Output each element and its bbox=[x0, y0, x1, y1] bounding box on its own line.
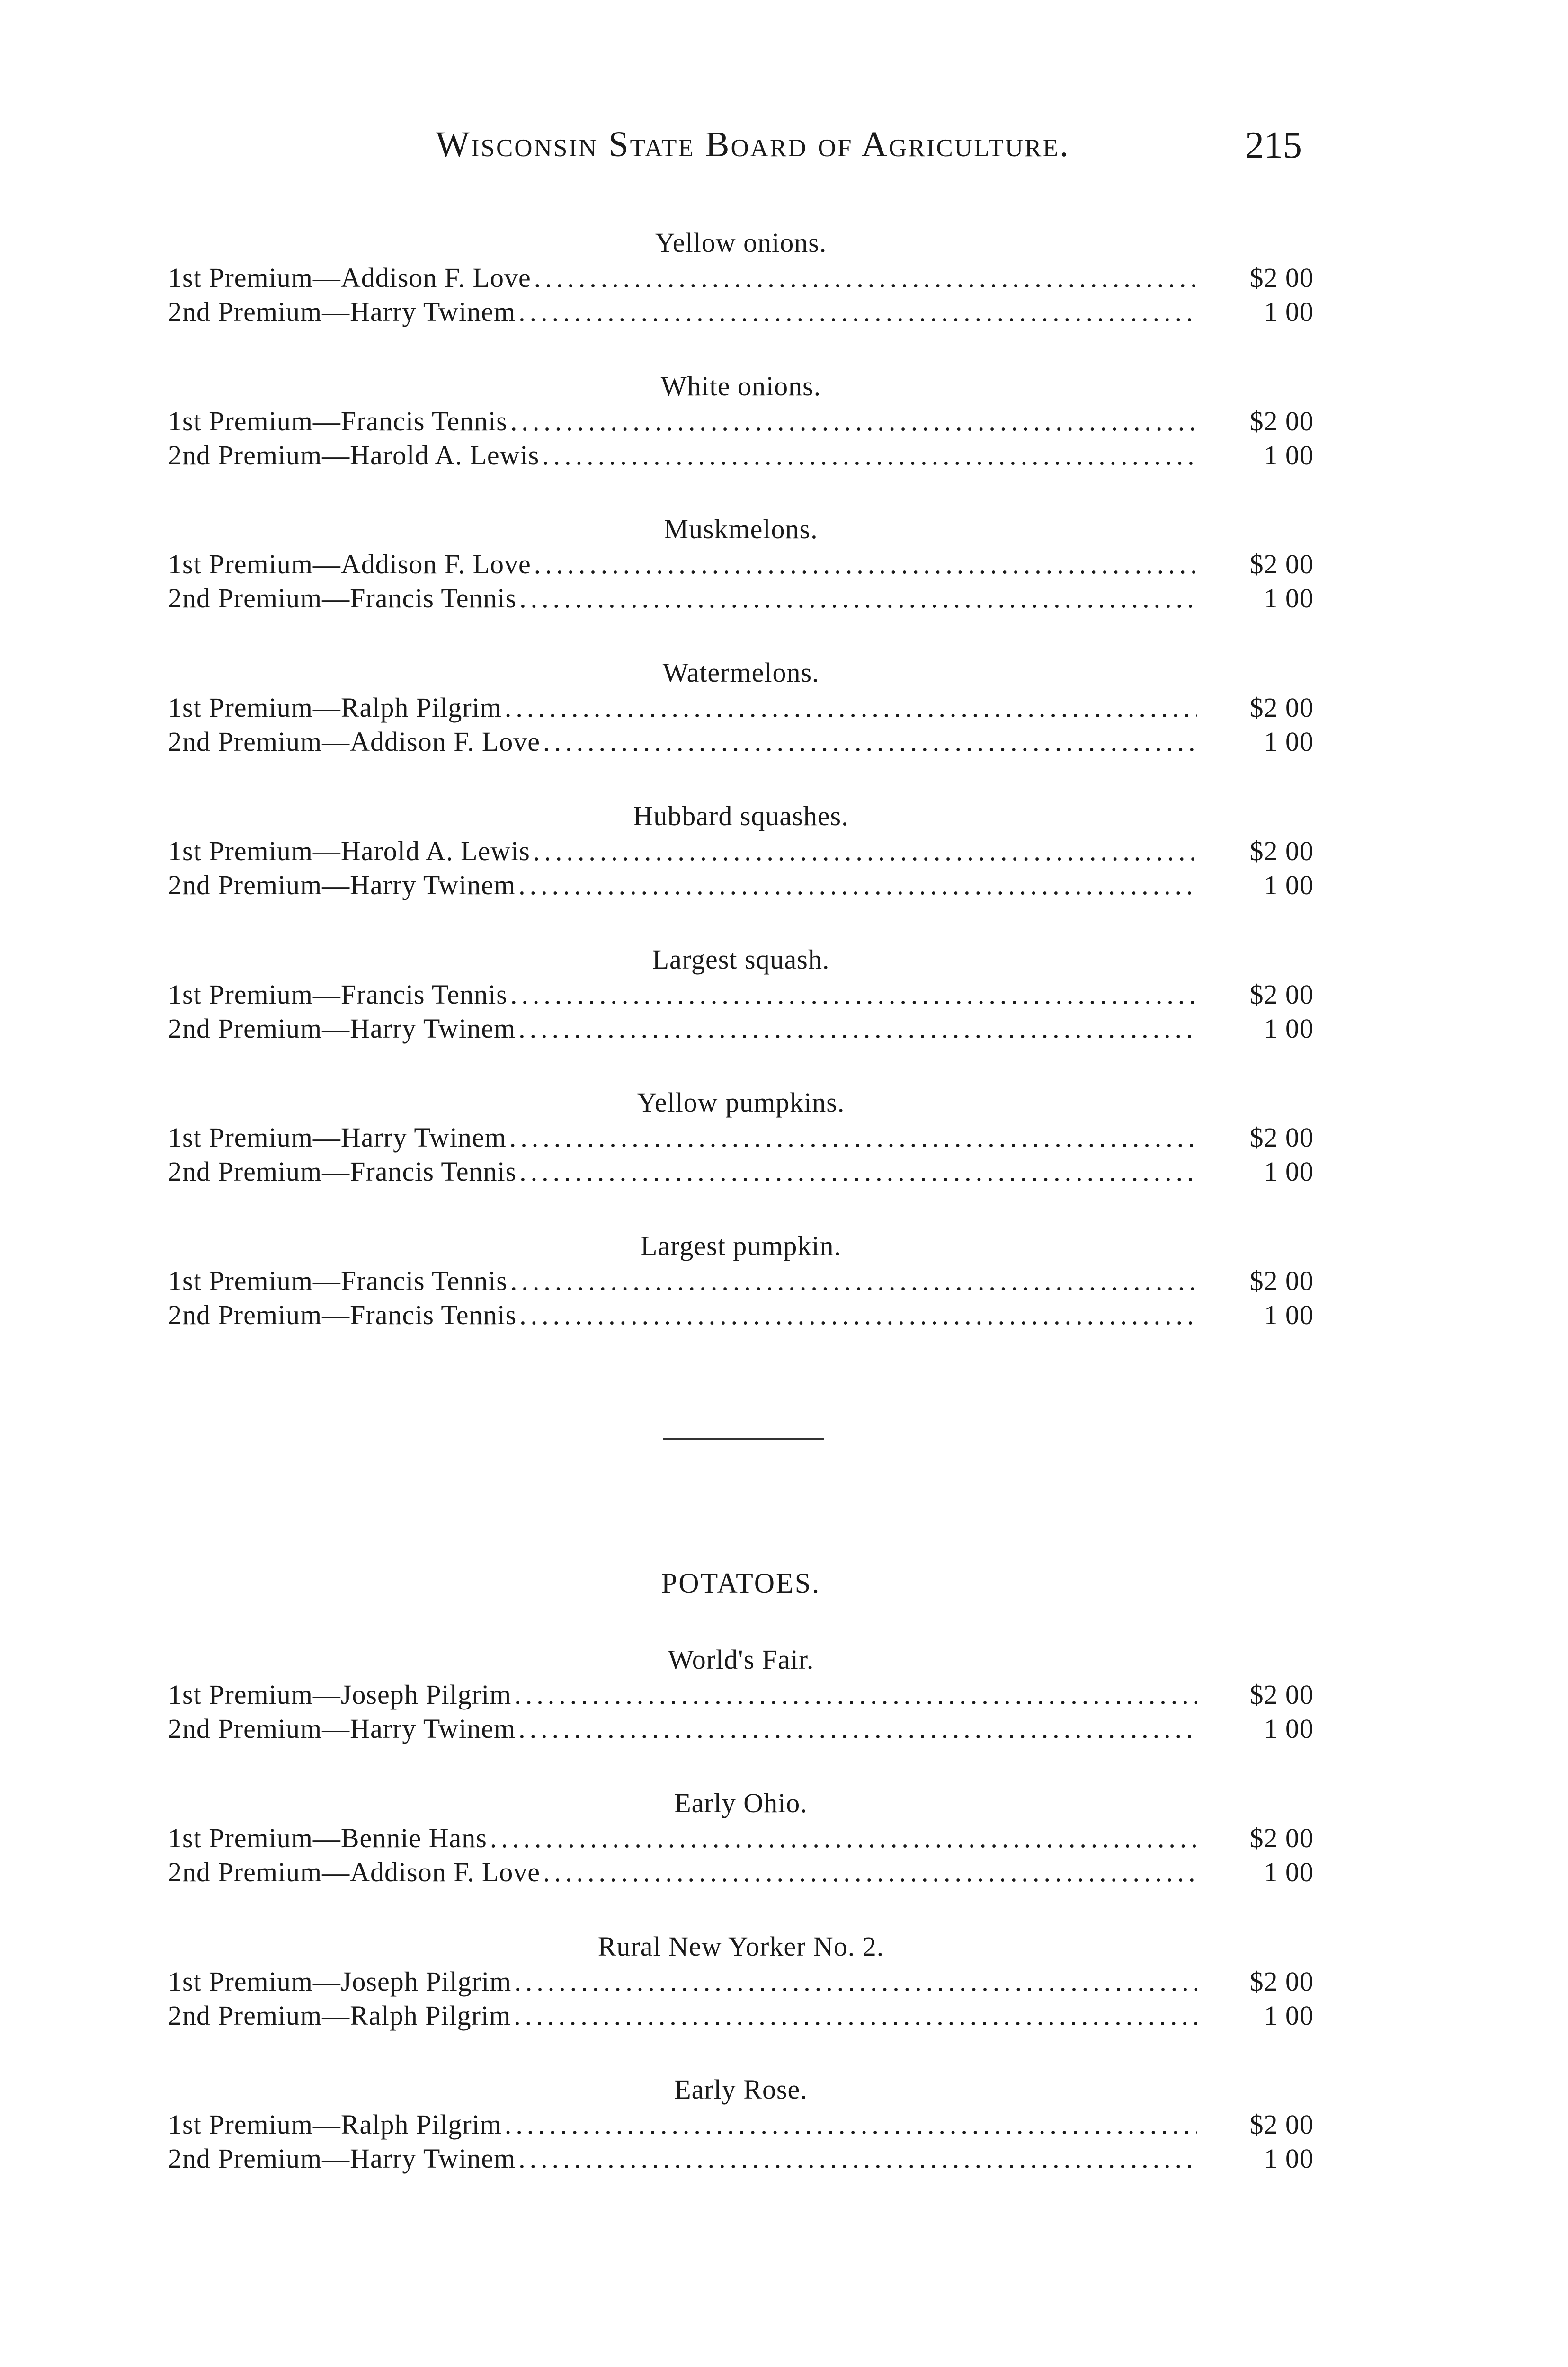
leader-dots bbox=[533, 834, 1197, 868]
entrant: Premium—Ralph Pilgrim bbox=[209, 692, 502, 723]
premium-row bbox=[168, 438, 1314, 472]
category-title: White onions. bbox=[660, 371, 821, 401]
premium-amount: 1 00 bbox=[1264, 870, 1314, 900]
place: 1st bbox=[168, 406, 202, 436]
leader-dots bbox=[543, 1855, 1197, 1889]
leader-dots bbox=[519, 581, 1197, 615]
premium-amount: 1 00 bbox=[1264, 1713, 1314, 1744]
leader-dots bbox=[542, 438, 1197, 472]
category-largest-pumpkin bbox=[168, 1228, 1314, 1332]
entrant: Premium—Francis Tennis bbox=[209, 1265, 508, 1296]
leader-dots bbox=[510, 978, 1197, 1012]
premium-amount: $2 00 bbox=[1249, 1966, 1314, 1997]
category-yellow-pumpkins bbox=[168, 1085, 1314, 1189]
premium-row bbox=[168, 691, 1314, 725]
leader-dots bbox=[514, 1999, 1197, 2033]
leader-dots bbox=[509, 1121, 1197, 1155]
place: 1st bbox=[168, 1265, 202, 1296]
premium-amount: 1 00 bbox=[1264, 1299, 1314, 1330]
entrant: Premium—Addison F. Love bbox=[218, 726, 541, 757]
premium-row bbox=[168, 868, 1314, 902]
running-head: Wisconsin State Board of Agriculture. bbox=[436, 125, 1070, 164]
page-number: 215 bbox=[1245, 125, 1302, 166]
category-watermelons bbox=[168, 655, 1314, 759]
category-title: Yellow pumpkins. bbox=[637, 1087, 845, 1118]
premium-label bbox=[168, 547, 531, 581]
entrant: Premium—Francis Tennis bbox=[209, 406, 508, 436]
entrant: Premium—Harold A. Lewis bbox=[209, 836, 530, 866]
premium-amount: 1 00 bbox=[1264, 1156, 1314, 1187]
entrant: Premium—Ralph Pilgrim bbox=[218, 2000, 511, 2031]
category-title: Watermelons. bbox=[662, 657, 820, 688]
place: 2nd bbox=[168, 1156, 211, 1187]
entrant: Premium—Addison F. Love bbox=[209, 549, 531, 579]
premium-label bbox=[168, 691, 502, 725]
premium-label bbox=[168, 1121, 507, 1155]
category-yellow-onions bbox=[168, 225, 1314, 329]
place: 2nd bbox=[168, 1857, 211, 1887]
premium-row bbox=[168, 978, 1314, 1012]
entrant: Premium—Harold A. Lewis bbox=[218, 440, 540, 471]
leader-dots bbox=[519, 1155, 1197, 1189]
premium-label bbox=[168, 404, 508, 438]
premium-row bbox=[168, 1855, 1314, 1889]
category-early-ohio bbox=[168, 1785, 1314, 1889]
place: 2nd bbox=[168, 296, 211, 327]
premium-amount: $2 00 bbox=[1249, 1265, 1314, 1296]
place: 1st bbox=[168, 979, 202, 1010]
premium-row bbox=[168, 2142, 1314, 2176]
premium-label bbox=[168, 1264, 508, 1298]
entrant: Premium—Addison F. Love bbox=[209, 262, 531, 293]
place: 2nd bbox=[168, 2143, 211, 2174]
place: 2nd bbox=[168, 2000, 211, 2031]
premium-amount: $2 00 bbox=[1249, 549, 1314, 579]
leader-dots bbox=[518, 868, 1197, 902]
category-title: Largest squash. bbox=[652, 944, 830, 975]
place: 2nd bbox=[168, 1713, 211, 1744]
leader-dots bbox=[505, 691, 1197, 725]
entrant: Premium—Ralph Pilgrim bbox=[209, 2109, 502, 2140]
premium-row bbox=[168, 1999, 1314, 2033]
premium-amount: 1 00 bbox=[1264, 2143, 1314, 2174]
leader-dots bbox=[543, 725, 1197, 759]
premium-label bbox=[168, 2142, 516, 2176]
premium-row bbox=[168, 1965, 1314, 1999]
premium-amount: 1 00 bbox=[1264, 1013, 1314, 1044]
premium-label bbox=[168, 1965, 511, 1999]
premium-label bbox=[168, 1855, 540, 1889]
premium-amount: 1 00 bbox=[1264, 583, 1314, 614]
entrant: Premium—Harry Twinem bbox=[218, 1713, 516, 1744]
leader-dots bbox=[534, 547, 1197, 581]
category-hubbard-squashes bbox=[168, 798, 1314, 902]
leader-dots bbox=[490, 1821, 1197, 1855]
entrant: Premium—Harry Twinem bbox=[218, 296, 516, 327]
premium-label bbox=[168, 1712, 516, 1746]
premium-amount: $2 00 bbox=[1249, 1122, 1314, 1153]
category-title: World's Fair. bbox=[668, 1644, 814, 1675]
place: 2nd bbox=[168, 1013, 211, 1044]
leader-dots bbox=[518, 295, 1197, 329]
premium-row bbox=[168, 1121, 1314, 1155]
premium-row bbox=[168, 261, 1314, 295]
premium-row bbox=[168, 1012, 1314, 1046]
category-title: Muskmelons. bbox=[664, 514, 818, 544]
premium-row bbox=[168, 581, 1314, 615]
entrant: Premium—Harry Twinem bbox=[218, 1013, 516, 1044]
premium-amount: 1 00 bbox=[1264, 440, 1314, 471]
premium-label bbox=[168, 581, 517, 615]
place: 1st bbox=[168, 692, 202, 723]
place: 1st bbox=[168, 1823, 202, 1853]
category-rural-new-yorker bbox=[168, 1929, 1314, 2033]
category-early-rose bbox=[168, 2072, 1314, 2176]
section-divider bbox=[663, 1438, 824, 1440]
premium-amount: $2 00 bbox=[1249, 692, 1314, 723]
premium-label bbox=[168, 2108, 502, 2142]
premium-amount: 1 00 bbox=[1264, 296, 1314, 327]
entrant: Premium—Harry Twinem bbox=[218, 870, 516, 900]
place: 2nd bbox=[168, 870, 211, 900]
premium-label bbox=[168, 1678, 511, 1712]
premium-row bbox=[168, 1712, 1314, 1746]
entrant: Premium—Francis Tennis bbox=[218, 583, 517, 614]
place: 1st bbox=[168, 549, 202, 579]
leader-dots bbox=[519, 1298, 1197, 1332]
premium-label bbox=[168, 1155, 517, 1189]
entrant: Premium—Francis Tennis bbox=[218, 1299, 517, 1330]
premium-amount: 1 00 bbox=[1264, 1857, 1314, 1887]
category-largest-squash bbox=[168, 942, 1314, 1046]
premium-row bbox=[168, 1678, 1314, 1712]
place: 2nd bbox=[168, 1299, 211, 1330]
leader-dots bbox=[514, 1965, 1197, 1999]
place: 1st bbox=[168, 2109, 202, 2140]
premium-label bbox=[168, 1821, 487, 1855]
premium-row bbox=[168, 2108, 1314, 2142]
place: 1st bbox=[168, 1966, 202, 1997]
leader-dots bbox=[510, 404, 1197, 438]
premium-amount: $2 00 bbox=[1249, 406, 1314, 436]
entrant: Premium—Bennie Hans bbox=[209, 1823, 487, 1853]
premium-row bbox=[168, 1155, 1314, 1189]
category-title: Rural New Yorker No. 2. bbox=[597, 1931, 884, 1962]
premium-amount: $2 00 bbox=[1249, 1679, 1314, 1710]
premium-row bbox=[168, 547, 1314, 581]
premium-row bbox=[168, 834, 1314, 868]
leader-dots bbox=[518, 1712, 1197, 1746]
premium-row bbox=[168, 1298, 1314, 1332]
premium-row bbox=[168, 295, 1314, 329]
category-title: Hubbard squashes. bbox=[633, 801, 849, 831]
category-title: Early Rose. bbox=[674, 2074, 808, 2105]
entrant: Premium—Francis Tennis bbox=[218, 1156, 517, 1187]
leader-dots bbox=[534, 261, 1197, 295]
premium-label bbox=[168, 978, 508, 1012]
entrant: Premium—Harry Twinem bbox=[218, 2143, 516, 2174]
category-white-onions bbox=[168, 368, 1314, 472]
leader-dots bbox=[518, 2142, 1197, 2176]
premium-row bbox=[168, 1821, 1314, 1855]
entrant: Premium—Joseph Pilgrim bbox=[209, 1679, 512, 1710]
section-title-potatoes: POTATOES. bbox=[661, 1567, 821, 1599]
entrant: Premium—Harry Twinem bbox=[209, 1122, 507, 1153]
place: 2nd bbox=[168, 726, 211, 757]
premium-amount: 1 00 bbox=[1264, 2000, 1314, 2031]
leader-dots bbox=[514, 1678, 1197, 1712]
premium-label bbox=[168, 1012, 516, 1046]
place: 1st bbox=[168, 1679, 202, 1710]
premium-row bbox=[168, 725, 1314, 759]
leader-dots bbox=[518, 1012, 1197, 1046]
category-title: Yellow onions. bbox=[655, 227, 827, 258]
place: 1st bbox=[168, 836, 202, 866]
entrant: Premium—Joseph Pilgrim bbox=[209, 1966, 512, 1997]
premium-amount: $2 00 bbox=[1249, 979, 1314, 1010]
place: 2nd bbox=[168, 583, 211, 614]
place: 1st bbox=[168, 1122, 202, 1153]
premium-label bbox=[168, 261, 531, 295]
place: 2nd bbox=[168, 440, 211, 471]
premium-amount: $2 00 bbox=[1249, 1823, 1314, 1853]
premium-label bbox=[168, 868, 516, 902]
entrant: Premium—Francis Tennis bbox=[209, 979, 508, 1010]
entrant: Premium—Addison F. Love bbox=[218, 1857, 541, 1887]
premium-row bbox=[168, 404, 1314, 438]
premium-label bbox=[168, 1999, 511, 2033]
premium-label bbox=[168, 1298, 517, 1332]
premium-label bbox=[168, 725, 540, 759]
category-title: Early Ohio. bbox=[674, 1788, 808, 1818]
premium-amount: $2 00 bbox=[1249, 836, 1314, 866]
category-worlds-fair bbox=[168, 1642, 1314, 1746]
premium-label bbox=[168, 438, 539, 472]
premium-amount: $2 00 bbox=[1249, 2109, 1314, 2140]
category-muskmelons bbox=[168, 511, 1314, 615]
leader-dots bbox=[510, 1264, 1197, 1298]
premium-amount: 1 00 bbox=[1264, 726, 1314, 757]
premium-label bbox=[168, 834, 530, 868]
premium-amount: $2 00 bbox=[1249, 262, 1314, 293]
place: 1st bbox=[168, 262, 202, 293]
premium-label bbox=[168, 295, 516, 329]
category-title: Largest pumpkin. bbox=[640, 1230, 842, 1261]
leader-dots bbox=[505, 2108, 1197, 2142]
premium-row bbox=[168, 1264, 1314, 1298]
